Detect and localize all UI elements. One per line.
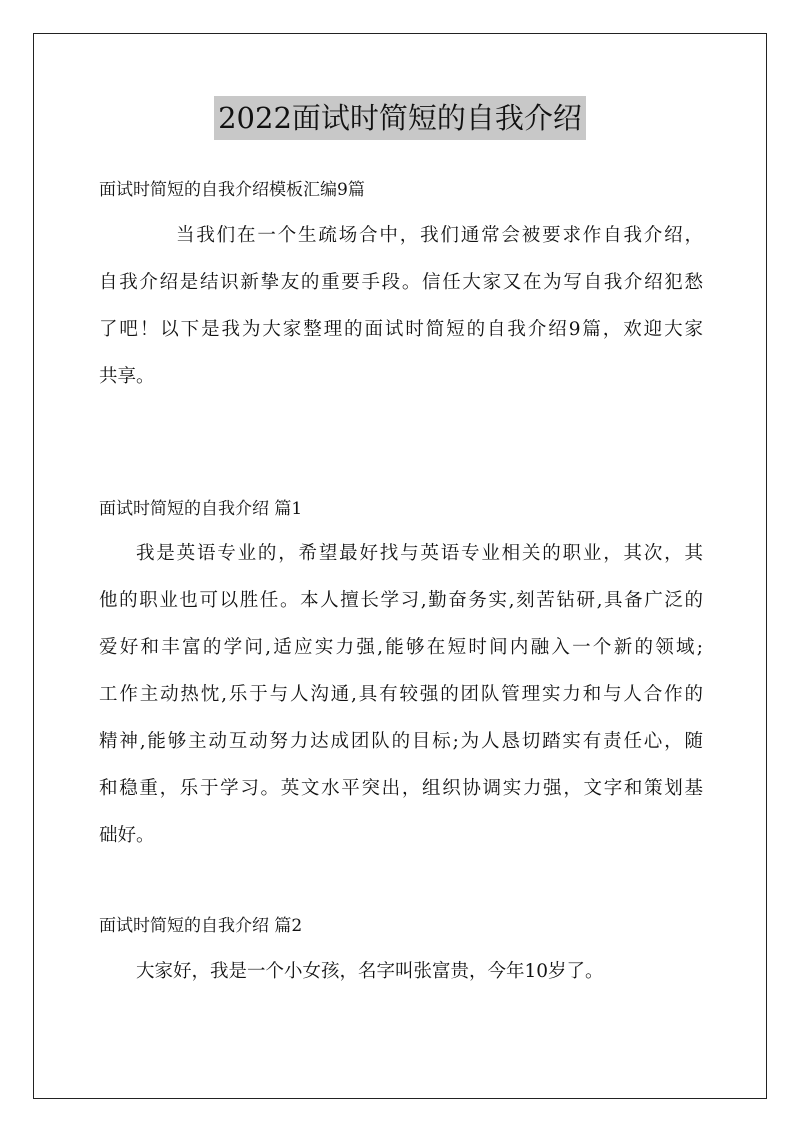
paragraph-line: 共享。	[99, 366, 155, 387]
paragraph-line: 我是英语专业的，希望最好找与英语专业相关的职业，其次，其	[136, 543, 703, 564]
paragraph-line: 和稳重，乐于学习。英文水平突出，组织协调实力强，文字和策划基	[99, 778, 703, 799]
paragraph-line: 精神,能够主动互动努力达成团队的目标;为人恳切踏实有责任心，随	[99, 731, 703, 752]
paragraph-line: 爱好和丰富的学问,适应实力强,能够在短时间内融入一个新的领域;	[99, 637, 703, 658]
document-title: 2022面试时简短的自我介绍	[214, 96, 586, 140]
document-subtitle: 面试时简短的自我介绍模板汇编9篇	[99, 180, 365, 200]
paragraph-line: 了吧！以下是我为大家整理的面试时简短的自我介绍9篇，欢迎大家	[99, 319, 703, 340]
paragraph-line: 当我们在一个生疏场合中，我们通常会被要求作自我介绍，	[176, 225, 703, 246]
section-heading-2: 面试时简短的自我介绍 篇2	[99, 916, 303, 936]
title-container	[0, 96, 800, 140]
section2-paragraph	[99, 948, 703, 995]
paragraph-line: 工作主动热忱,乐于与人沟通,具有较强的团队管理实力和与人合作的	[99, 684, 703, 705]
paragraph-line: 大家好，我是一个小女孩，名字叫张富贵，今年10岁了。	[136, 961, 604, 982]
paragraph-line: 础好。	[99, 825, 155, 846]
intro-paragraph	[99, 212, 703, 400]
paragraph-line: 自我介绍是结识新挚友的重要手段。信任大家又在为写自我介绍犯愁	[99, 272, 703, 293]
paragraph-line: 他的职业也可以胜任。本人擅长学习,勤奋务实,刻苦钻研,具备广泛的	[99, 590, 703, 611]
section-heading-1: 面试时简短的自我介绍 篇1	[99, 499, 303, 519]
section1-paragraph	[99, 530, 703, 859]
